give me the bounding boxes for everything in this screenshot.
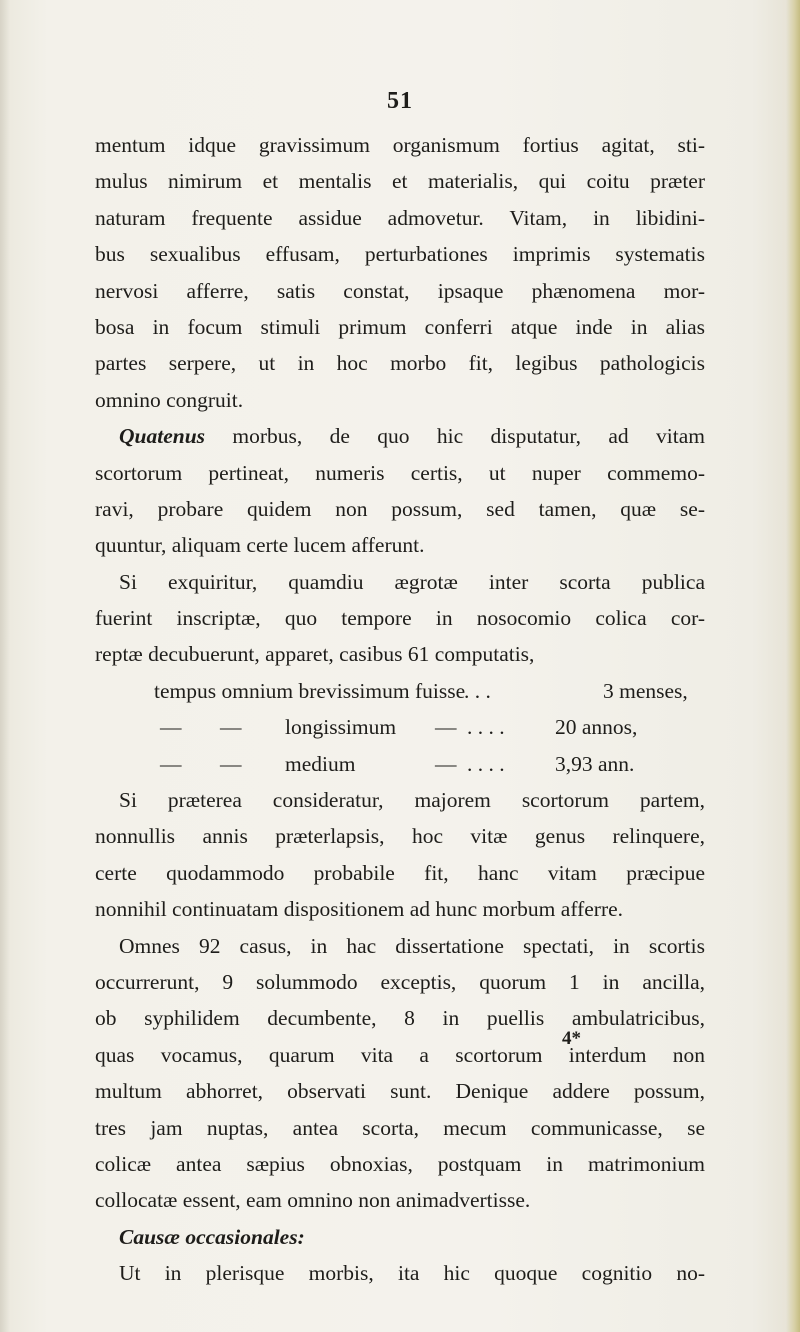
paragraph-4 bbox=[95, 782, 705, 928]
row-value: 3 menses, bbox=[603, 678, 688, 703]
text-line: nonnihil continuatam dispositionem ad hunc morbum afferre. bbox=[95, 897, 624, 922]
ditto-dash: — bbox=[160, 751, 182, 776]
ditto-dash: — bbox=[435, 751, 457, 776]
table-row bbox=[95, 746, 705, 782]
paragraph-2 bbox=[95, 418, 705, 564]
table-row bbox=[95, 709, 705, 745]
section-heading bbox=[95, 1219, 705, 1255]
text-line: Ut in plerisque morbis, ita hic quoque cognitio no- bbox=[119, 1261, 705, 1286]
ditto-dash: — bbox=[160, 715, 182, 740]
row-label: longissimum bbox=[285, 715, 397, 740]
row-value: 20 annos, bbox=[555, 715, 638, 740]
table-row bbox=[95, 673, 705, 709]
text-line: nonnullis annis præterlapsis, hoc vitæ genus relinquere, bbox=[95, 824, 705, 849]
signature-mark: 4* bbox=[562, 1028, 581, 1049]
text-line: nervosi afferre, satis constat, ipsaque phænomena mor- bbox=[95, 278, 705, 303]
duration-table bbox=[95, 673, 705, 782]
text-line: multum abhorret, observati sunt. Denique addere possum, bbox=[95, 1079, 705, 1104]
text-line: bus sexualibus effusam, perturbationes imprimis systematis bbox=[95, 242, 705, 267]
text-span: morbus, de quo hic disputatur, ad vitam bbox=[205, 424, 705, 449]
paragraph-6 bbox=[95, 1255, 705, 1291]
text-line: certe quodammodo probabile fit, hanc vitam præcipue bbox=[95, 860, 705, 885]
text-line: occurrerunt, 9 solummodo exceptis, quorum 1 in ancilla, bbox=[95, 969, 705, 994]
text-line: mulus nimirum et mentalis et materialis, qui coitu præter bbox=[95, 169, 705, 194]
text-line: Omnes 92 casus, in hac dissertatione spectati, in scortis bbox=[119, 933, 705, 958]
page-gutter-shadow bbox=[0, 0, 10, 1332]
text-line: scortorum pertineat, numeris certis, ut nuper commemo- bbox=[95, 460, 705, 485]
text-line: ravi, probare quidem non possum, sed tamen, quæ se- bbox=[95, 496, 705, 521]
text-line: reptæ decubuerunt, apparet, casibus 61 computatis, bbox=[95, 642, 535, 667]
row-label: medium bbox=[285, 751, 356, 776]
text-line: quuntur, aliquam certe lucem afferunt. bbox=[95, 533, 425, 558]
row-value: 3,93 ann. bbox=[555, 751, 635, 776]
text-line: omnino congruit. bbox=[95, 387, 244, 412]
text-line bbox=[95, 418, 705, 454]
row-dots: . . . bbox=[464, 678, 491, 703]
text-line: Si præterea consideratur, majorem scortorum partem, bbox=[119, 788, 705, 813]
text-line: fuerint inscriptæ, quo tempore in nosocomio colica cor- bbox=[95, 606, 705, 631]
text-line: tres jam nuptas, antea scorta, mecum communicasse, se bbox=[95, 1115, 705, 1140]
row-dots: . . . . bbox=[467, 715, 505, 740]
text-line: colicæ antea sæpius obnoxias, postquam in matrimonium bbox=[95, 1151, 705, 1176]
page-number: 51 bbox=[387, 88, 413, 114]
ditto-dash: — bbox=[220, 751, 242, 776]
text-line: bosa in focum stimuli primum conferri atque inde in alias bbox=[95, 314, 705, 339]
text-line: partes serpere, ut in hoc morbo fit, legibus pathologicis bbox=[95, 351, 705, 376]
text-line: naturam frequente assidue admovetur. Vitam, in libidini- bbox=[95, 205, 705, 230]
ditto-dash: — bbox=[220, 715, 242, 740]
italic-lead-word: Quatenus bbox=[119, 424, 206, 449]
text-line: quas vocamus, quarum vita a scortorum interdum non bbox=[95, 1042, 705, 1067]
ditto-dash: — bbox=[435, 715, 457, 740]
text-line: mentum idque gravissimum organismum fortius agitat, sti- bbox=[95, 133, 705, 157]
paragraph-1 bbox=[95, 127, 705, 418]
text-line: collocatæ essent, eam omnino non animadvertisse. bbox=[95, 1188, 531, 1213]
row-dots: . . . . bbox=[467, 751, 505, 776]
row-label: tempus omnium brevissimum fuisse bbox=[154, 678, 466, 703]
paragraph-3 bbox=[95, 564, 705, 673]
paragraph-5 bbox=[95, 928, 705, 1219]
text-line: ob syphilidem decumbente, 8 in puellis ambulatricibus, bbox=[95, 1006, 705, 1031]
text-line: Si exquiritur, quamdiu ægrotæ inter scorta publica bbox=[119, 569, 705, 594]
body-text bbox=[95, 127, 705, 1292]
section-heading-text: Causæ occasionales: bbox=[119, 1224, 305, 1249]
page-edge-discoloration bbox=[786, 0, 800, 1332]
